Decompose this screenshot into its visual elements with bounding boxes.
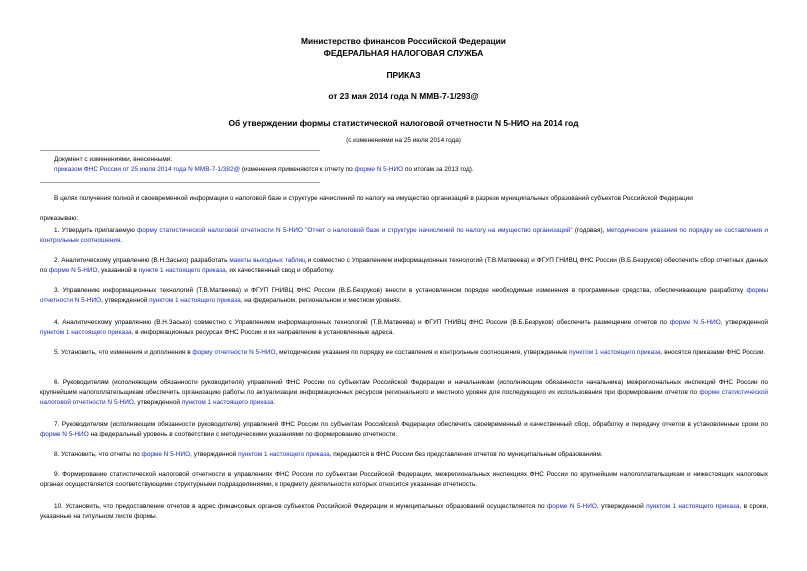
item-8: 8. Установить, что отчеты по форме N 5-НИО, утвержденной пунктом 1 настоящего приказа, передаются в ФНС России без представления отчетов по муниципальным образованиям.	[54, 451, 603, 458]
divider-bottom	[40, 182, 320, 183]
item-10: 10. Установить, что предоставление отчетов в адрес финансовых органов субъектов Российской Федерации и муниципальных образований осуществляется по форме N 5-НИО, утвержденной пунктом 1 настоящего приказа, в сроки, указанные на титульном листе формы.	[40, 503, 768, 520]
item-6: 6. Руководителям (исполняющим обязанности руководителя) управлений ФНС России по субъектам Российской Федерации и начальникам (исполняющим обязанности начальника) межрегиональных инспекций ФНС России по крупнейшим налогоплательщикам обеспечить организацию работы по актуализации информационных ресурсов регионального и местного уровня для последующего их использования при формировании отчетов по форме статистической налоговой отчетности N 5-НИО, утвержденной пунктом 1 настоящего приказа.	[40, 379, 769, 406]
item-4: 4. Аналитическому управлению (В.Н.Засько) совместно с Управлением информационных технологий (Т.В.Матвеева) и ФГУП ГНИВЦ ФНС России (В.Б.Безруков) обеспечить размещение отчетов по форме N 5-НИО, утвержденной пунктом 1 настоящего приказа, в информационных ресурсах ФНС России и их направление в установленные адреса.	[40, 319, 768, 336]
form-link[interactable]: формы отчетности N 5-НИО	[40, 287, 768, 304]
item-1: 1. Утвердить прилагаемую форму статистической налоговой отчетности N 5-НИО "Отчет о налоговой базе и структуре начислений по налогу на имущество организаций" (годовая), методические указания по порядку ее составления и контрольные соотношения.	[40, 227, 768, 244]
changes-text-2: по итогам за 2013 год).	[403, 166, 474, 173]
item-1-link[interactable]: пункте 1 настоящего приказа	[138, 267, 226, 274]
order-word: приказываю:	[40, 215, 79, 222]
doc-date-number: от 23 мая 2014 года N ММВ-7-1/293@	[328, 91, 479, 101]
doc-title: Об утверждении формы статистической налоговой отчетности N 5-НИО на 2014 год	[228, 118, 579, 128]
form-link[interactable]: форме N 5-НИО	[40, 431, 89, 438]
doc-subtitle: (с изменениями на 25 июля 2014 года)	[346, 137, 461, 144]
item-1-link[interactable]: пунктом 1 настоящего приказа	[40, 329, 132, 336]
changes-heading: Документ с изменениями, внесенными:	[54, 156, 173, 163]
ministry-name: Министерство финансов Российской Федерации	[301, 36, 506, 46]
item-7: 7. Руководителям (исполняющим обязанности руководителя) управлений ФНС России по субъектам Российской Федерации обеспечить своевременный и качественный сбор, обработку и передачу отчетов в установленные сроки по форме N 5-НИО на федеральный уровень в соответствии с методическими указаниями по формированию отчетности.	[40, 421, 768, 438]
doc-type: ПРИКАЗ	[386, 70, 421, 80]
service-name: ФЕДЕРАЛЬНАЯ НАЛОГОВАЯ СЛУЖБА	[323, 48, 484, 58]
form-link[interactable]: форме N 5-НИО	[354, 166, 404, 173]
preamble: В целях получения полной и своевременной информации о налоговой базе и структуре начислений по налогу на имущество организаций в разрезе муниципальных образований субъектов Российской Федерации	[54, 195, 693, 202]
form-link[interactable]: форме N 5-НИО	[48, 267, 98, 274]
form-5-nio-link[interactable]: форму статистической налоговой отчетности N 5-НИО "Отчет о налоговой базе и структуре начислений по налогу на имущество организаций"	[137, 227, 573, 234]
form-link[interactable]: форму отчетности N 5-НИО	[192, 349, 276, 356]
item-9: 9. Формирование статистической налоговой отчетности в управлениях ФНС России по субъектам Российской Федерации, межрегиональных инспекциях ФНС России по крупнейшим налогоплательщикам и нижестоящих налоговых органах осуществляется соответствующими структурными подразделениями, к предмету деятельности которых относится указанная отчетность.	[40, 471, 768, 488]
changes-note	[54, 165, 474, 175]
guidelines-link[interactable]: методические указания по порядку ее составления и контрольные соотношения	[40, 227, 768, 244]
form-link[interactable]: форме статистической налоговой отчетности N 5-НИО	[40, 389, 769, 406]
item-1-link[interactable]: пунктом 1 настоящего приказа	[646, 503, 740, 510]
changes-text-1: (изменения применяются к отчету по	[240, 166, 355, 173]
item-1-link[interactable]: пунктом 1 настоящего приказа	[149, 297, 241, 304]
form-link[interactable]: форме N 5-НИО	[669, 319, 721, 326]
amending-order-link[interactable]: приказом ФНС России от 25 июля 2014 года N ММВ-7-1/382@	[54, 166, 241, 173]
item-3: 3. Управлению информационных технологий (Т.В.Матвеева) и ФГУП ГНИВЦ ФНС России (В.Б.Безруков) внести в установленном порядке необходимые изменения в программные средства, обеспечивающие разработку формы отчетности N 5-НИО, утвержденной пунктом 1 настоящего приказа, на федеральном, региональном и местном уровнях.	[40, 287, 768, 304]
item-1-link[interactable]: пунктом 1 настоящего приказа	[181, 399, 274, 406]
item-2: 2. Аналитическому управлению (В.Н.Засько) разработать макеты выходных таблиц и совместно с Управлением информационных технологий (Т.В.Матвеева) и ФГУП ГНИВЦ ФНС России (В.Б.Безруков) обеспечить сбор отчетных данных по форме N 5-НИО, указанной в пункте 1 настоящего приказа, их качественный свод и обработку.	[40, 257, 768, 274]
output-tables-link[interactable]: макеты выходных таблиц	[229, 257, 306, 264]
item-1-link[interactable]: пунктом 1 настоящего приказа	[238, 451, 330, 458]
item-5: 5. Установить, что изменения и дополнения в форму отчетности N 5-НИО, методические указания по порядку ее составления и контрольные соотношения, утвержденные пунктом 1 настоящего приказа, вносятся приказами ФНС России.	[54, 349, 766, 356]
divider-top	[40, 150, 320, 151]
form-link[interactable]: форме N 5-НИО	[141, 451, 191, 458]
item-1-link[interactable]: пунктом 1 настоящего приказа	[569, 349, 661, 356]
form-link[interactable]: форме N 5-НИО	[547, 503, 597, 510]
